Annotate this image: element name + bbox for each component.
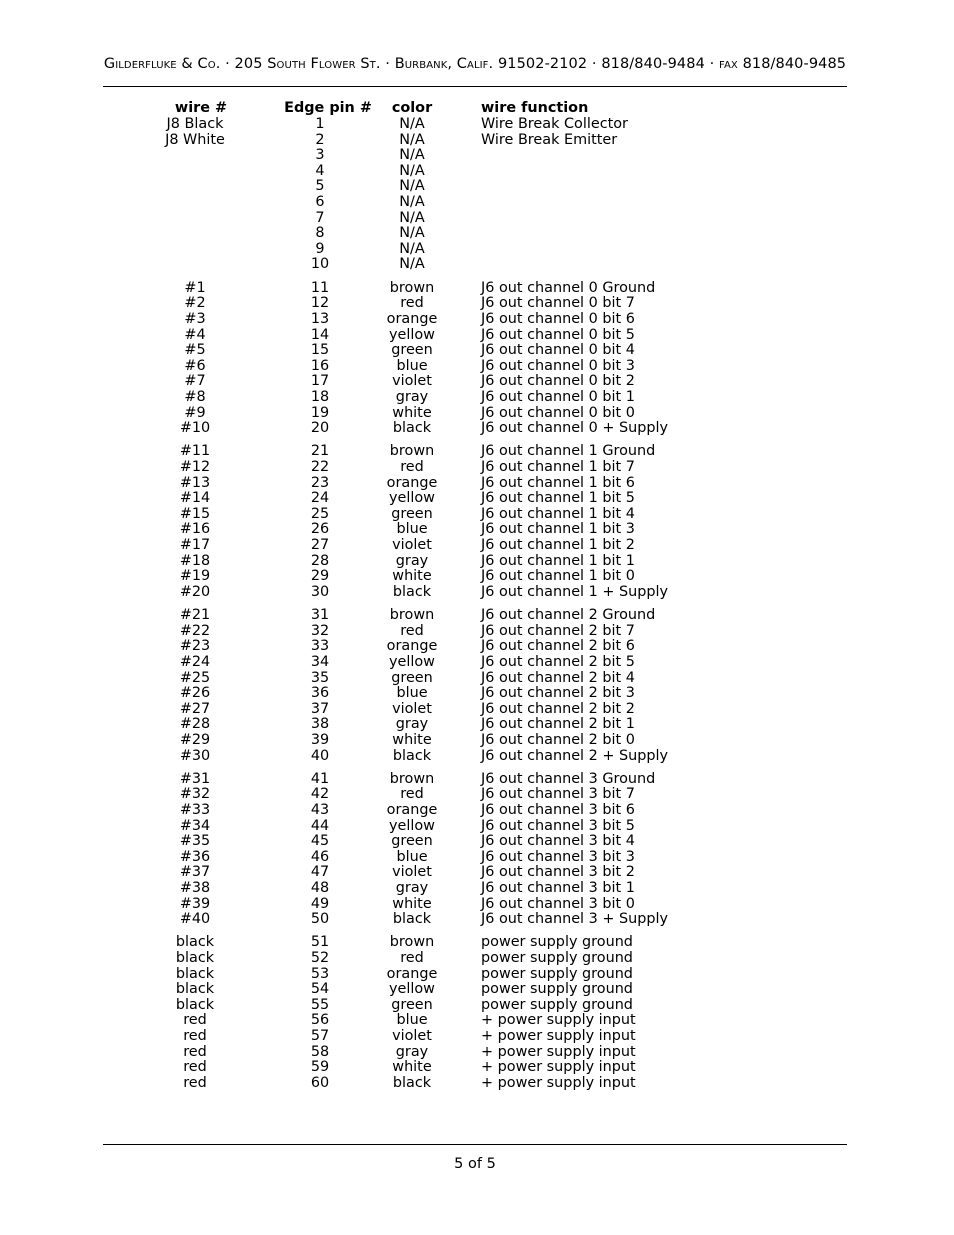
cell-wire-function: J6 out channel 1 bit 5: [481, 490, 635, 507]
table-row: [0, 312, 954, 328]
cell-wire: #33: [179, 801, 211, 818]
cell-color: N/A: [399, 225, 425, 242]
table-row: [0, 226, 954, 242]
cell-color: green: [391, 996, 433, 1013]
cell-wire-function: J6 out channel 2 bit 1: [481, 716, 635, 733]
cell-wire: black: [175, 981, 215, 998]
cell-wire: #37: [179, 864, 211, 881]
cell-edge-pin: 58: [310, 1043, 330, 1060]
cell-color: orange: [386, 965, 438, 982]
cell-wire-function: J6 out channel 0 bit 1: [481, 388, 635, 405]
cell-color: N/A: [399, 209, 425, 226]
cell-edge-pin: 13: [310, 310, 330, 327]
cell-edge-pin: 9: [315, 240, 325, 257]
table-row: [0, 897, 954, 913]
cell-color: brown: [389, 770, 435, 787]
cell-color: white: [392, 895, 432, 912]
cell-edge-pin: 37: [310, 700, 330, 717]
cell-color: gray: [395, 388, 429, 405]
table-row: [0, 328, 954, 344]
cell-edge-pin: 24: [310, 490, 330, 507]
cell-wire-function: J6 out channel 3 bit 2: [481, 864, 635, 881]
cell-color: black: [392, 747, 432, 764]
cell-color: N/A: [399, 194, 425, 211]
cell-wire-function: J6 out channel 3 bit 7: [481, 786, 635, 803]
cell-wire-function: J6 out channel 0 bit 3: [481, 357, 635, 374]
cell-color: red: [400, 786, 424, 803]
cell-edge-pin: 6: [315, 194, 325, 211]
cell-color: red: [400, 622, 424, 639]
table-row: [0, 951, 954, 967]
cell-wire: black: [175, 996, 215, 1013]
cell-color: green: [391, 505, 433, 522]
cell-edge-pin: 4: [315, 162, 325, 179]
cell-color: blue: [396, 1012, 428, 1029]
cell-edge-pin: 15: [310, 342, 330, 359]
cell-edge-pin: 11: [310, 279, 330, 296]
cell-wire: black: [175, 950, 215, 967]
cell-edge-pin: 3: [315, 147, 325, 164]
cell-wire: red: [183, 1043, 207, 1060]
cell-wire-function: Wire Break Emitter: [481, 131, 618, 148]
cell-wire: #27: [179, 700, 211, 717]
cell-edge-pin: 8: [315, 225, 325, 242]
cell-color: violet: [392, 864, 432, 881]
cell-edge-pin: 32: [310, 622, 330, 639]
table-row: [0, 585, 954, 601]
cell-wire-function: J6 out channel 2 bit 3: [481, 685, 635, 702]
table-row: [0, 359, 954, 375]
table-row: [0, 406, 954, 422]
cell-wire-function: J6 out channel 1 Ground: [481, 443, 656, 460]
cell-wire: #4: [184, 326, 206, 343]
cell-color: yellow: [389, 326, 435, 343]
cell-edge-pin: 16: [310, 357, 330, 374]
cell-edge-pin: 50: [310, 911, 330, 928]
cell-wire: #3: [184, 310, 206, 327]
cell-color: black: [392, 911, 432, 928]
cell-wire: #17: [179, 537, 211, 554]
cell-edge-pin: 48: [310, 880, 330, 897]
table-row: [0, 967, 954, 983]
table-row: [0, 912, 954, 928]
cell-color: N/A: [399, 116, 425, 132]
cell-edge-pin: 60: [310, 1074, 330, 1091]
cell-wire-function: J6 out channel 0 bit 6: [481, 310, 635, 327]
cell-color: gray: [395, 552, 429, 569]
cell-wire: #18: [179, 552, 211, 569]
cell-edge-pin: 44: [310, 817, 330, 834]
table-row: [0, 421, 954, 437]
header-divider: [103, 86, 847, 87]
cell-color: gray: [395, 880, 429, 897]
cell-wire: #23: [179, 638, 211, 655]
cell-wire: #5: [184, 342, 206, 359]
cell-wire-function: J6 out channel 1 bit 4: [481, 505, 635, 522]
cell-wire: #39: [179, 895, 211, 912]
cell-edge-pin: 57: [310, 1028, 330, 1045]
cell-edge-pin: 22: [310, 458, 330, 475]
cell-edge-pin: 52: [310, 950, 330, 967]
cell-edge-pin: 36: [310, 685, 330, 702]
cell-color: black: [392, 1074, 432, 1091]
cell-color: gray: [395, 1043, 429, 1060]
cell-wire-function: + power supply input: [481, 1059, 636, 1076]
cell-wire-function: J6 out channel 2 bit 0: [481, 731, 635, 748]
table-row: [0, 787, 954, 803]
cell-wire-function: J6 out channel 2 bit 7: [481, 622, 635, 639]
cell-color: N/A: [399, 162, 425, 179]
cell-wire: J8 Black: [166, 116, 224, 132]
cell-wire: #35: [179, 833, 211, 850]
table-header-row: [0, 99, 954, 117]
cell-color: violet: [392, 700, 432, 717]
cell-edge-pin: 18: [310, 388, 330, 405]
cell-color: N/A: [399, 131, 425, 148]
cell-color: green: [391, 833, 433, 850]
table-row: [0, 507, 954, 523]
cell-wire-function: J6 out channel 2 bit 4: [481, 669, 635, 686]
cell-wire: #21: [179, 607, 211, 624]
cell-wire-function: J6 out channel 1 + Supply: [481, 583, 669, 600]
cell-edge-pin: 47: [310, 864, 330, 881]
cell-color: green: [391, 669, 433, 686]
cell-edge-pin: 1: [315, 116, 325, 132]
column-header-edge-pin: Edge pin #: [284, 100, 372, 116]
cell-wire: #19: [179, 568, 211, 585]
table-row: [0, 671, 954, 687]
table-row: [0, 655, 954, 671]
table-row: [0, 343, 954, 359]
cell-color: brown: [389, 607, 435, 624]
table-row: [0, 179, 954, 195]
cell-wire-function: J6 out channel 3 bit 4: [481, 833, 635, 850]
cell-color: blue: [396, 848, 428, 865]
cell-edge-pin: 28: [310, 552, 330, 569]
cell-wire-function: J6 out channel 0 bit 0: [481, 404, 635, 421]
cell-color: red: [400, 950, 424, 967]
cell-color: orange: [386, 801, 438, 818]
table-row: [0, 772, 954, 788]
cell-wire-function: J6 out channel 3 bit 3: [481, 848, 635, 865]
cell-wire: #6: [184, 357, 206, 374]
cell-edge-pin: 21: [310, 443, 330, 460]
cell-wire-function: power supply ground: [481, 965, 633, 982]
cell-color: yellow: [389, 817, 435, 834]
table-row: [0, 460, 954, 476]
table-row: [0, 982, 954, 998]
cell-wire-function: J6 out channel 2 bit 2: [481, 700, 635, 717]
cell-wire-function: + power supply input: [481, 1012, 636, 1029]
cell-edge-pin: 23: [310, 474, 330, 491]
cell-edge-pin: 35: [310, 669, 330, 686]
cell-color: violet: [392, 373, 432, 390]
cell-edge-pin: 56: [310, 1012, 330, 1029]
cell-edge-pin: 7: [315, 209, 325, 226]
cell-edge-pin: 51: [310, 934, 330, 951]
cell-wire: #15: [179, 505, 211, 522]
page-number: 5 of 5: [454, 1156, 496, 1172]
table-row: [0, 1029, 954, 1045]
cell-edge-pin: 34: [310, 653, 330, 670]
cell-color: brown: [389, 279, 435, 296]
cell-wire-function: J6 out channel 0 + Supply: [481, 420, 669, 437]
column-header-wire-function: wire function: [481, 100, 589, 116]
table-row: [0, 717, 954, 733]
cell-wire-function: J6 out channel 1 bit 3: [481, 521, 635, 538]
cell-wire-function: Wire Break Collector: [481, 116, 628, 132]
cell-wire: #11: [179, 443, 211, 460]
column-header-color: color: [391, 100, 433, 116]
table-row: [0, 211, 954, 227]
table-row: [0, 1060, 954, 1076]
cell-wire: #38: [179, 880, 211, 897]
table-row: [0, 195, 954, 211]
table-row: [0, 491, 954, 507]
cell-color: red: [400, 458, 424, 475]
cell-color: brown: [389, 443, 435, 460]
cell-wire: #14: [179, 490, 211, 507]
cell-color: white: [392, 1059, 432, 1076]
cell-wire-function: J6 out channel 1 bit 2: [481, 537, 635, 554]
cell-wire-function: power supply ground: [481, 934, 633, 951]
cell-color: orange: [386, 474, 438, 491]
cell-wire-function: J6 out channel 0 Ground: [481, 279, 656, 296]
cell-wire-function: power supply ground: [481, 996, 633, 1013]
cell-wire: red: [183, 1074, 207, 1091]
cell-color: white: [392, 568, 432, 585]
table-row: [0, 148, 954, 164]
cell-wire-function: J6 out channel 3 + Supply: [481, 911, 669, 928]
cell-edge-pin: 41: [310, 770, 330, 787]
cell-wire-function: J6 out channel 1 bit 1: [481, 552, 635, 569]
cell-color: yellow: [389, 981, 435, 998]
table-row: [0, 164, 954, 180]
cell-wire: #31: [179, 770, 211, 787]
table-row: [0, 834, 954, 850]
cell-edge-pin: 14: [310, 326, 330, 343]
cell-wire: #30: [179, 747, 211, 764]
table-row: [0, 935, 954, 951]
cell-wire: #25: [179, 669, 211, 686]
cell-edge-pin: 46: [310, 848, 330, 865]
cell-wire-function: J6 out channel 3 bit 1: [481, 880, 635, 897]
table-row: [0, 1076, 954, 1092]
cell-edge-pin: 31: [310, 607, 330, 624]
cell-color: orange: [386, 310, 438, 327]
table-row: [0, 639, 954, 655]
table-row: [0, 242, 954, 258]
cell-wire: black: [175, 965, 215, 982]
cell-wire: J8 White: [165, 131, 225, 148]
cell-edge-pin: 27: [310, 537, 330, 554]
table-row: [0, 850, 954, 866]
table-row: [0, 1013, 954, 1029]
cell-wire-function: J6 out channel 1 bit 6: [481, 474, 635, 491]
table-row: [0, 444, 954, 460]
pinout-table: [0, 99, 954, 1092]
cell-edge-pin: 59: [310, 1059, 330, 1076]
cell-wire: #16: [179, 521, 211, 538]
cell-edge-pin: 42: [310, 786, 330, 803]
cell-wire-function: + power supply input: [481, 1028, 636, 1045]
cell-edge-pin: 20: [310, 420, 330, 437]
cell-color: violet: [392, 1028, 432, 1045]
cell-color: black: [392, 583, 432, 600]
cell-edge-pin: 43: [310, 801, 330, 818]
cell-wire: red: [183, 1028, 207, 1045]
cell-wire: #10: [179, 420, 211, 437]
cell-wire: #36: [179, 848, 211, 865]
cell-color: white: [392, 731, 432, 748]
cell-color: N/A: [399, 178, 425, 195]
cell-edge-pin: 40: [310, 747, 330, 764]
cell-color: N/A: [399, 256, 425, 273]
cell-color: white: [392, 404, 432, 421]
cell-color: gray: [395, 716, 429, 733]
table-row: [0, 733, 954, 749]
table-row: [0, 749, 954, 765]
cell-wire: #12: [179, 458, 211, 475]
cell-color: red: [400, 295, 424, 312]
cell-edge-pin: 49: [310, 895, 330, 912]
table-row: [0, 538, 954, 554]
table-row: [0, 998, 954, 1014]
cell-color: green: [391, 342, 433, 359]
cell-wire: #32: [179, 786, 211, 803]
table-row: [0, 117, 954, 133]
table-row: [0, 608, 954, 624]
table-row: [0, 819, 954, 835]
cell-wire-function: + power supply input: [481, 1043, 636, 1060]
cell-wire-function: J6 out channel 1 bit 7: [481, 458, 635, 475]
page-header: Gilderfluke & Co. · 205 South Flower St. · Burbank, Calif. 91502-2102 · 818/840-9484 · fax 818/840-9485: [103, 56, 847, 72]
cell-wire: #2: [184, 295, 206, 312]
cell-edge-pin: 39: [310, 731, 330, 748]
cell-wire-function: J6 out channel 3 Ground: [481, 770, 656, 787]
column-header-wire: wire #: [174, 100, 228, 116]
table-row: [0, 803, 954, 819]
cell-wire: #40: [179, 911, 211, 928]
table-row: [0, 865, 954, 881]
table-row: [0, 257, 954, 273]
cell-wire-function: J6 out channel 0 bit 4: [481, 342, 635, 359]
cell-color: blue: [396, 521, 428, 538]
table-row: [0, 702, 954, 718]
cell-edge-pin: 10: [310, 256, 330, 273]
cell-color: yellow: [389, 490, 435, 507]
cell-wire-function: J6 out channel 0 bit 2: [481, 373, 635, 390]
cell-edge-pin: 53: [310, 965, 330, 982]
cell-wire-function: J6 out channel 2 Ground: [481, 607, 656, 624]
cell-wire: #9: [184, 404, 206, 421]
cell-wire-function: J6 out channel 1 bit 0: [481, 568, 635, 585]
cell-wire-function: power supply ground: [481, 950, 633, 967]
table-row: [0, 522, 954, 538]
cell-color: black: [392, 420, 432, 437]
footer-divider: [103, 1144, 847, 1145]
table-row: [0, 476, 954, 492]
cell-color: brown: [389, 934, 435, 951]
cell-wire: #20: [179, 583, 211, 600]
cell-color: yellow: [389, 653, 435, 670]
cell-color: N/A: [399, 240, 425, 257]
cell-wire: #29: [179, 731, 211, 748]
cell-color: violet: [392, 537, 432, 554]
cell-color: N/A: [399, 147, 425, 164]
table-row: [0, 554, 954, 570]
cell-wire: #7: [184, 373, 206, 390]
cell-wire-function: J6 out channel 3 bit 5: [481, 817, 635, 834]
cell-wire: black: [175, 934, 215, 951]
cell-wire-function: J6 out channel 2 bit 6: [481, 638, 635, 655]
cell-wire-function: J6 out channel 0 bit 5: [481, 326, 635, 343]
cell-edge-pin: 26: [310, 521, 330, 538]
cell-color: blue: [396, 685, 428, 702]
table-row: [0, 881, 954, 897]
cell-edge-pin: 5: [315, 178, 325, 195]
cell-wire-function: J6 out channel 2 + Supply: [481, 747, 669, 764]
cell-wire: #24: [179, 653, 211, 670]
cell-wire-function: J6 out channel 3 bit 0: [481, 895, 635, 912]
table-row: [0, 296, 954, 312]
cell-edge-pin: 2: [315, 131, 325, 148]
table-body: [0, 117, 954, 1092]
table-row: [0, 133, 954, 149]
cell-edge-pin: 29: [310, 568, 330, 585]
cell-wire-function: J6 out channel 0 bit 7: [481, 295, 635, 312]
cell-wire-function: J6 out channel 3 bit 6: [481, 801, 635, 818]
cell-wire-function: J6 out channel 2 bit 5: [481, 653, 635, 670]
cell-wire: #13: [179, 474, 211, 491]
cell-edge-pin: 54: [310, 981, 330, 998]
cell-wire-function: power supply ground: [481, 981, 633, 998]
table-row: [0, 390, 954, 406]
cell-edge-pin: 45: [310, 833, 330, 850]
cell-color: orange: [386, 638, 438, 655]
cell-edge-pin: 17: [310, 373, 330, 390]
cell-wire: red: [183, 1059, 207, 1076]
table-row: [0, 374, 954, 390]
cell-wire: #1: [184, 279, 206, 296]
cell-edge-pin: 30: [310, 583, 330, 600]
cell-edge-pin: 38: [310, 716, 330, 733]
cell-wire: #34: [179, 817, 211, 834]
cell-wire: #22: [179, 622, 211, 639]
cell-edge-pin: 33: [310, 638, 330, 655]
table-row: [0, 686, 954, 702]
cell-wire-function: + power supply input: [481, 1074, 636, 1091]
table-row: [0, 1045, 954, 1061]
cell-color: blue: [396, 357, 428, 374]
table-row: [0, 624, 954, 640]
cell-edge-pin: 55: [310, 996, 330, 1013]
cell-edge-pin: 25: [310, 505, 330, 522]
cell-wire: red: [183, 1012, 207, 1029]
cell-edge-pin: 19: [310, 404, 330, 421]
cell-wire: #26: [179, 685, 211, 702]
cell-edge-pin: 12: [310, 295, 330, 312]
table-row: [0, 569, 954, 585]
cell-wire: #28: [179, 716, 211, 733]
table-row: [0, 281, 954, 297]
cell-wire: #8: [184, 388, 206, 405]
